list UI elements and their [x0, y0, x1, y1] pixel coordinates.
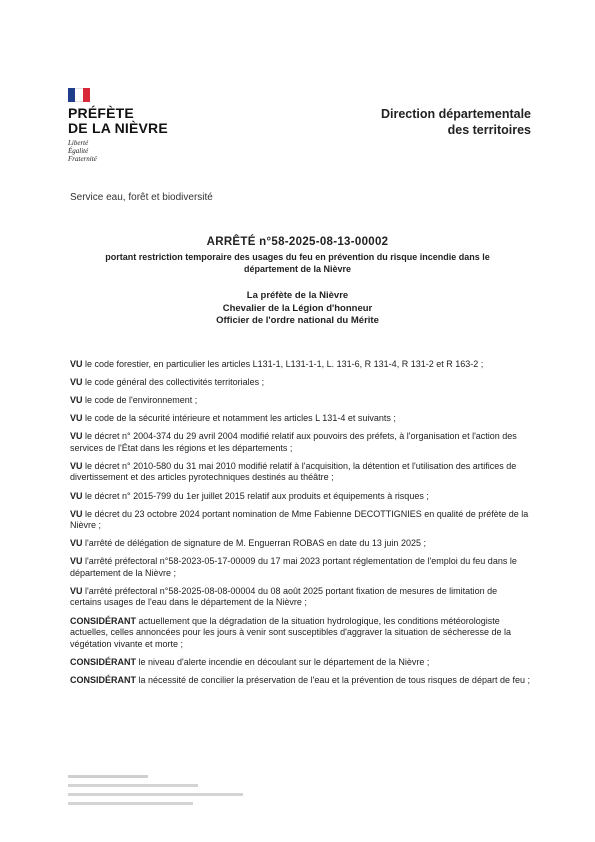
visa-item	[70, 538, 530, 550]
arrete-number: ARRÊTÉ n°58-2025-08-13-00002	[206, 236, 389, 248]
prefete-titles	[60, 290, 535, 328]
visa-item	[70, 359, 530, 371]
visa-text: l'arrêté préfectoral n°58-2025-08-08-00004 du 08 août 2025 portant fixation de mesures de limitation de certains usages de l'eau dans le département de la Nièvre ;	[70, 585, 498, 608]
visa-text: le décret n° 2010-580 du 31 mai 2010 modifié relatif à l'acquisition, la détention et l'utilisation des artifices de divertissement et des articles pyrotechniques destinés au théâtre ;	[70, 460, 517, 483]
marianne-flag-icon	[68, 88, 90, 102]
considerant-item	[70, 657, 530, 669]
visa-keyword: VU	[70, 460, 83, 471]
considerant-text: le niveau d'alerte incendie en découlant sur le département de la Nièvre ;	[136, 656, 430, 667]
considerant-text: la nécessité de concilier la préservation de l'eau et la prévention de tous risques de départ de feu ;	[136, 674, 530, 685]
visa-text: le décret du 23 octobre 2024 portant nomination de Mme Fabienne DECOTTIGNIES en qualité de préfète de la Nièvre ;	[70, 508, 529, 531]
visa-keyword: VU	[70, 359, 83, 369]
visa-text: le code forestier, en particulier les articles L131-1, L131-1-1, L. 131-6, R 131-4, R 131-2 et R 163-2 ;	[82, 359, 484, 369]
visa-text: le code de la sécurité intérieure et notamment les articles L 131-4 et suivants ;	[82, 413, 396, 424]
arrete-title-block	[60, 236, 535, 275]
prefecture-logo	[68, 88, 178, 163]
service-name: Service eau, forêt et biodiversité	[70, 192, 213, 203]
visa-keyword: VU	[70, 413, 83, 424]
direction-header	[381, 106, 531, 138]
visa-item	[70, 395, 530, 407]
visa-text: le décret n° 2004-374 du 29 avril 2004 modifié relatif aux pouvoirs des préfets, à l'organisation et l'action des services de l'État dans les régions et les départements ;	[70, 431, 517, 453]
visas-list	[70, 359, 530, 693]
prefete-title-line-1: La préfète de la Nièvre	[246, 290, 349, 301]
visa-keyword: VU	[70, 377, 83, 388]
visa-item	[70, 586, 530, 609]
motto-liberte: Liberté	[68, 139, 89, 147]
visa-item	[70, 461, 530, 484]
visa-keyword: VU	[70, 431, 83, 442]
arrete-subtitle-line-2: département de la Nièvre	[243, 264, 352, 274]
visa-item	[70, 509, 530, 532]
visa-keyword: VU	[70, 538, 83, 549]
visa-item	[70, 491, 530, 503]
visa-item	[70, 431, 530, 454]
visa-item	[70, 413, 530, 425]
footer-address-block	[68, 775, 243, 805]
prefete-title-line-2: Chevalier de la Légion d'honneur	[222, 302, 373, 314]
direction-line-1: Direction départementale	[380, 107, 531, 121]
visa-keyword: VU	[70, 395, 83, 406]
visa-text: le code de l'environnement ;	[82, 395, 198, 406]
visa-text: l'arrêté de délégation de signature de M. Enguerran ROBAS en date du 13 juin 2025 ;	[82, 538, 426, 549]
arrete-subtitle	[60, 251, 535, 275]
visa-keyword: VU	[70, 585, 83, 596]
republic-motto	[68, 139, 178, 163]
considerant-item	[70, 675, 530, 687]
visa-keyword: VU	[70, 490, 83, 501]
considerant-keyword: CONSIDÉRANT	[70, 615, 137, 626]
arrete-subtitle-line-1: portant restriction temporaire des usages du feu en prévention du risque incendie dans le	[105, 252, 490, 262]
visa-text: le décret n° 2015-799 du 1er juillet 2015 relatif aux produits et équipements à risques ;	[82, 490, 429, 501]
considerant-item	[70, 616, 530, 651]
considerant-keyword: CONSIDÉRANT	[70, 656, 137, 667]
motto-fraternite: Fraternité	[68, 155, 97, 163]
considerant-keyword: CONSIDÉRANT	[70, 674, 137, 685]
visa-item	[70, 377, 530, 389]
visa-item	[70, 556, 530, 579]
prefecture-name-line-1: PRÉFÈTE	[68, 105, 134, 121]
considerant-text: actuellement que la dégradation de la situation hydrologique, les conditions météorologiste actuelles, celles annoncées pour les jours à venir sont susceptibles d'aggraver la situation de sécheresse de la végétation vivante et morte ;	[70, 615, 511, 649]
visa-keyword: VU	[70, 556, 83, 567]
visa-text: le code général des collectivités territoriales ;	[82, 377, 265, 388]
direction-line-2: des territoires	[447, 123, 531, 137]
prefete-title-line-3: Officier de l'ordre national du Mérite	[216, 315, 379, 326]
visa-text: l'arrêté préfectoral n°58-2023-05-17-00009 du 17 mai 2023 portant réglementation de l'emploi du feu dans le département de la Nièvre ;	[70, 556, 517, 578]
prefecture-name-line-2: DE LA NIÈVRE	[68, 120, 168, 136]
motto-egalite: Égalité	[68, 147, 89, 155]
visa-keyword: VU	[70, 508, 83, 519]
